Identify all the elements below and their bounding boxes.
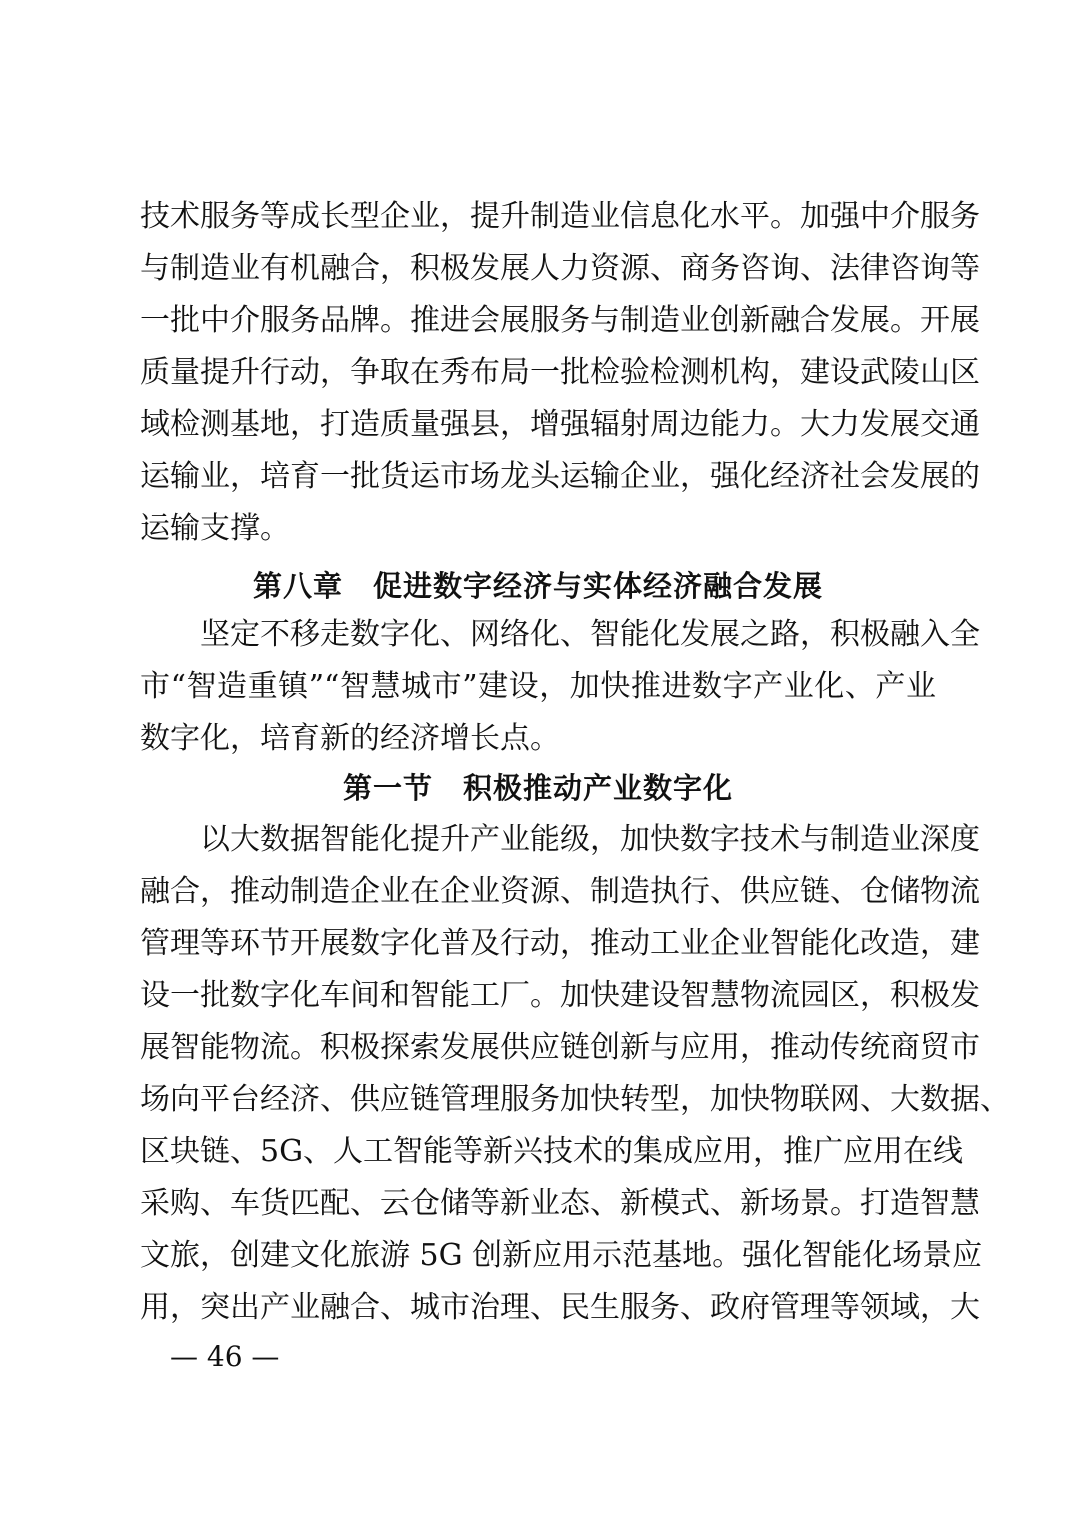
para3-line: 用，突出产业融合、城市治理、民生服务、政府管理等领域，大 bbox=[140, 1290, 980, 1325]
para1-line: 运输支撑。 bbox=[140, 511, 290, 546]
para1-line: 技术服务等成长型企业，提升制造业信息化水平。加强中介服务 bbox=[140, 199, 980, 234]
para1-line: 运输业，培育一批货运市场龙头运输企业，强化经济社会发展的 bbox=[140, 459, 980, 494]
para3-line: 设一批数字化车间和智能工厂。加快建设智慧物流园区，积极发 bbox=[140, 978, 980, 1013]
para1-line: 质量提升行动，争取在秀布局一批检验检测机构，建设武陵山区 bbox=[140, 355, 980, 390]
para3-line: 区块链、5G、人工智能等新兴技术的集成应用，推广应用在线 bbox=[140, 1134, 964, 1169]
para3-line: 以大数据智能化提升产业能级，加快数字技术与制造业深度 bbox=[200, 822, 980, 857]
page-number: — 46 — bbox=[170, 1340, 280, 1373]
para2-line: 坚定不移走数字化、网络化、智能化发展之路，积极融入全 bbox=[200, 617, 980, 652]
chapter-title: 第八章 促进数字经济与实体经济融合发展 bbox=[252, 569, 823, 603]
section-title: 第一节 积极推动产业数字化 bbox=[342, 771, 733, 805]
para3-line: 展智能物流。积极探索发展供应链创新与应用，推动传统商贸市 bbox=[140, 1030, 980, 1065]
para1-line: 一批中介服务品牌。推进会展服务与制造业创新融合发展。开展 bbox=[140, 303, 980, 338]
para2-line: 市“智造重镇”“智慧城市”建设，加快推进数字产业化、产业 bbox=[140, 669, 936, 704]
para1-line: 与制造业有机融合，积极发展人力资源、商务咨询、法律咨询等 bbox=[140, 251, 980, 286]
para3-line: 管理等环节开展数字化普及行动，推动工业企业智能化改造，建 bbox=[140, 926, 980, 961]
para3-line: 文旅，创建文化旅游 5G 创新应用示范基地。强化智能化场景应 bbox=[140, 1238, 983, 1273]
para3-line: 场向平台经济、供应链管理服务加快转型，加快物联网、大数据、 bbox=[140, 1082, 1010, 1117]
para2-line: 数字化，培育新的经济增长点。 bbox=[140, 721, 560, 756]
para3-line: 融合，推动制造企业在企业资源、制造执行、供应链、仓储物流 bbox=[140, 874, 980, 909]
para3-line: 采购、车货匹配、云仓储等新业态、新模式、新场景。打造智慧 bbox=[140, 1186, 980, 1221]
para1-line: 域检测基地，打造质量强县，增强辐射周边能力。大力发展交通 bbox=[140, 407, 980, 442]
